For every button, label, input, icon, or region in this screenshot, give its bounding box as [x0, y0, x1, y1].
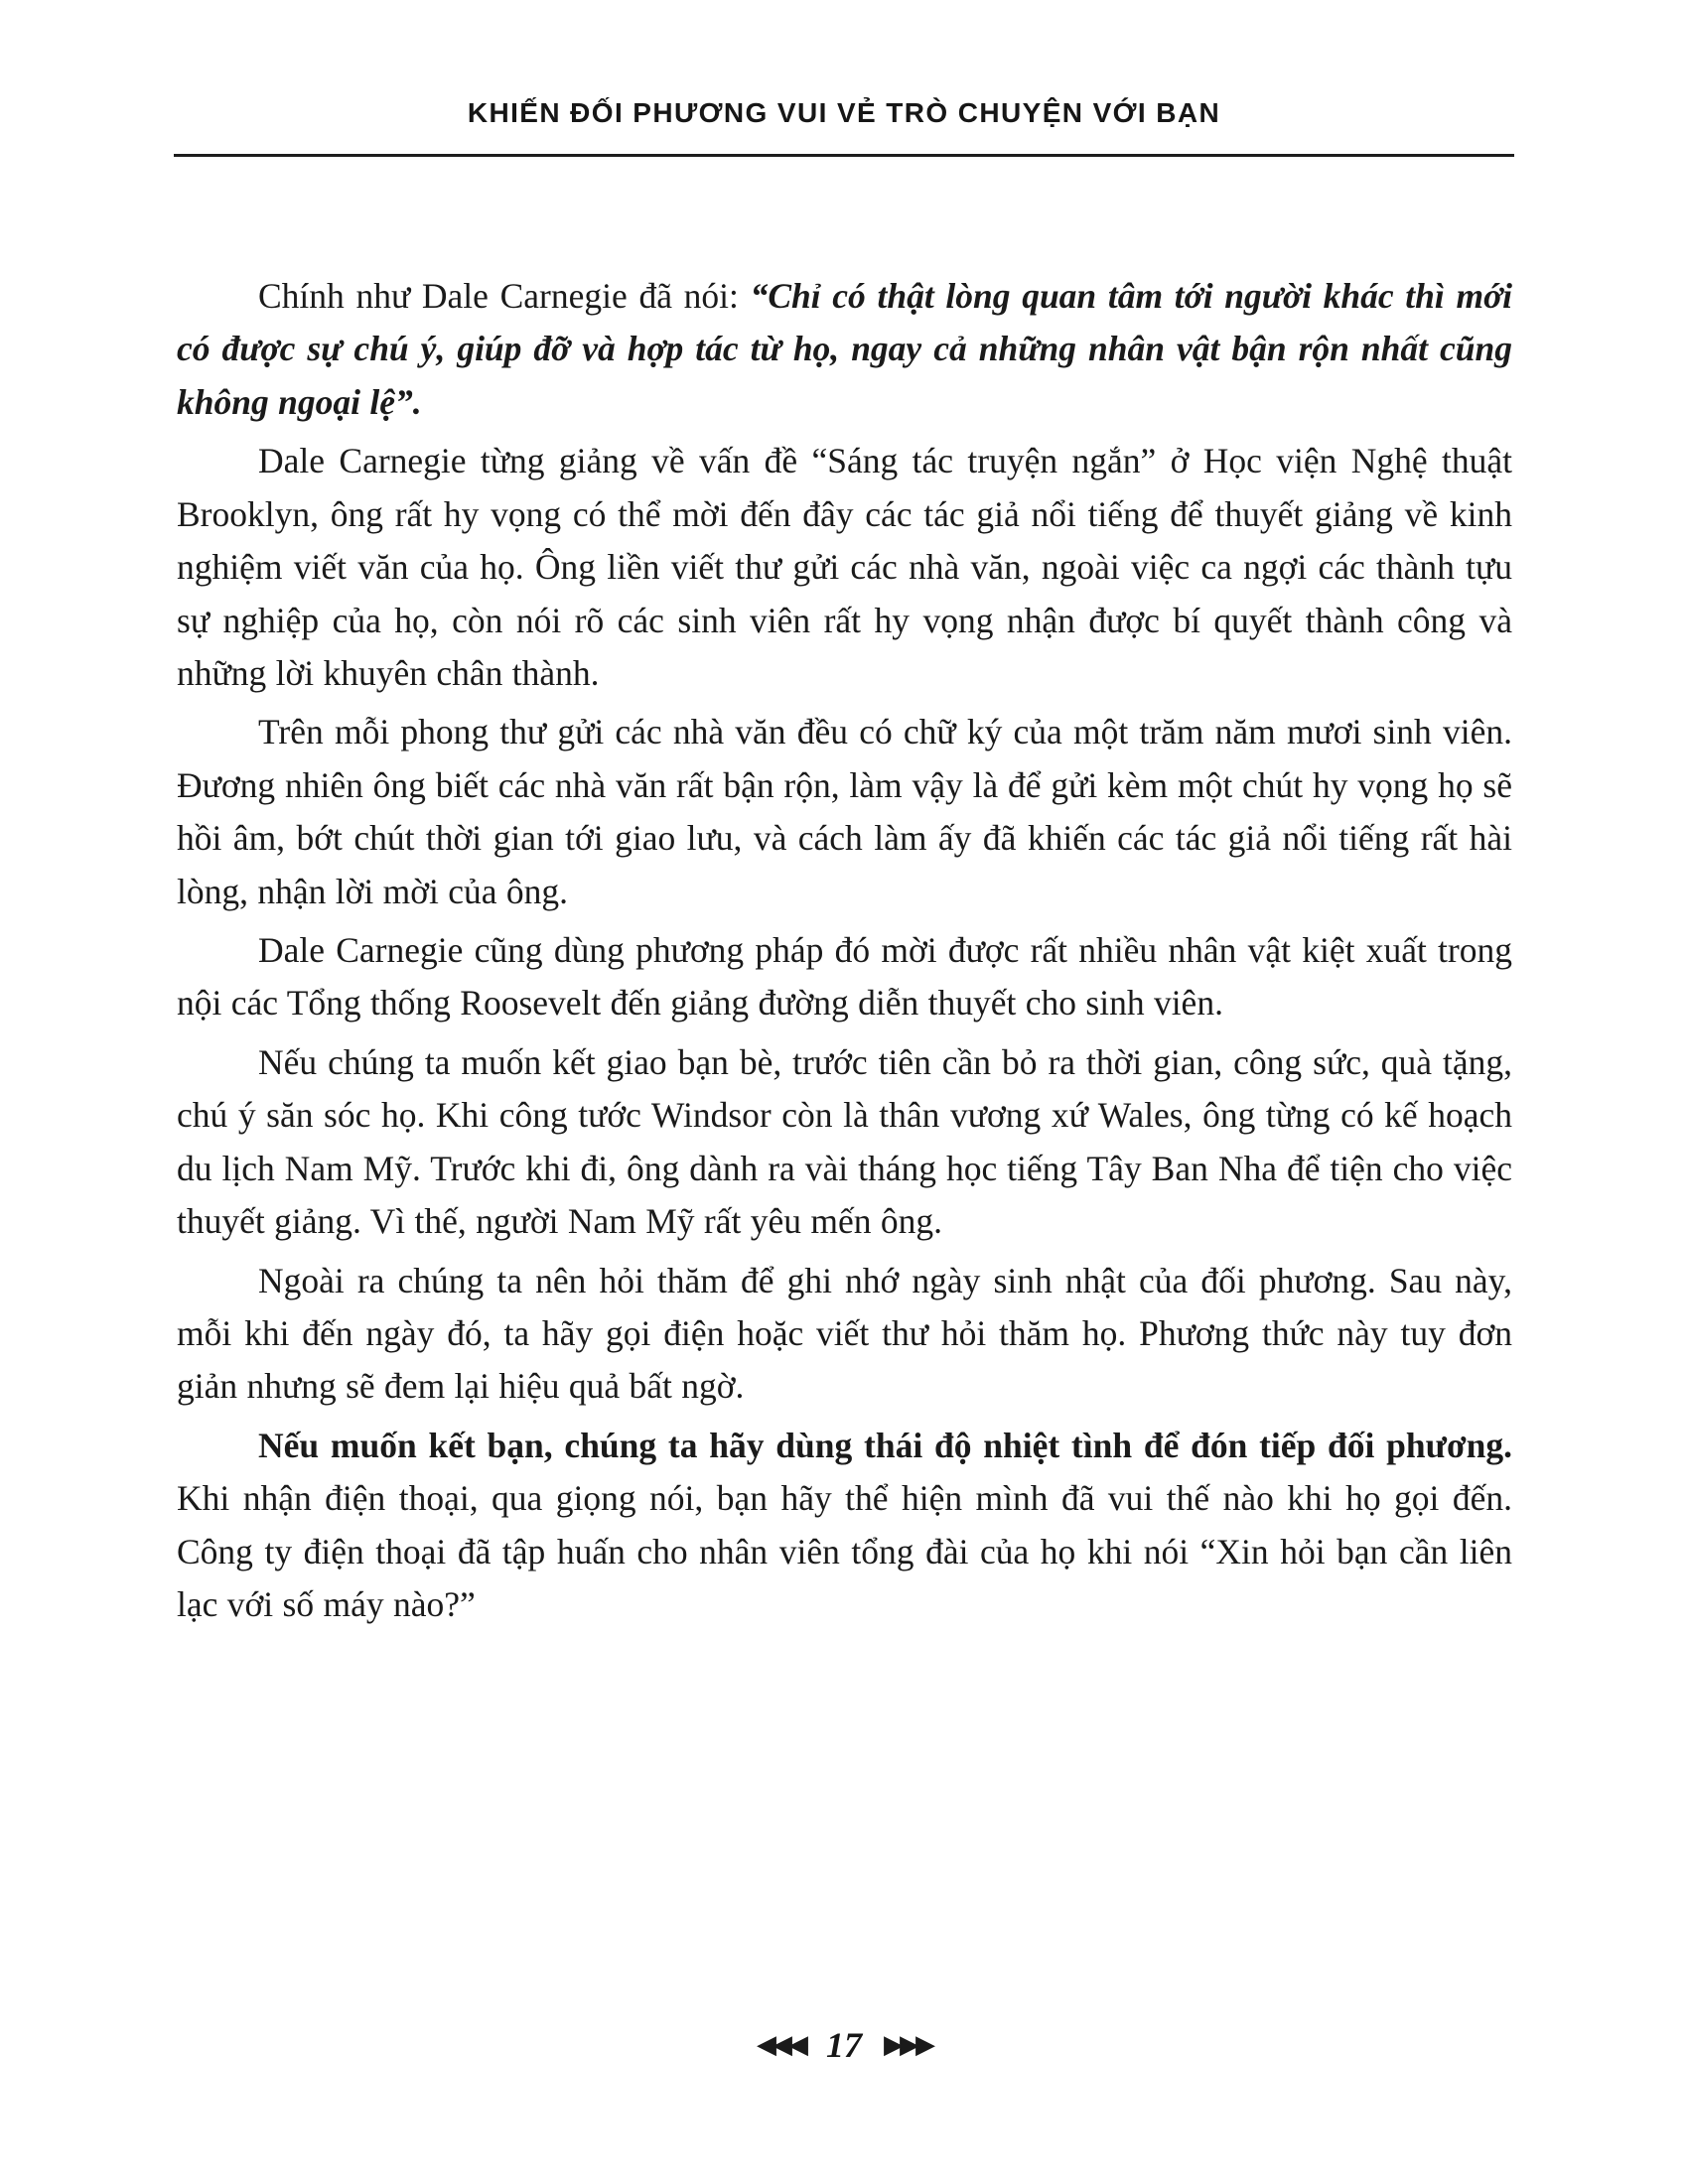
paragraph-1: [177, 270, 1512, 429]
paragraph-5: Nếu chúng ta muốn kết giao bạn bè, trước tiên cần bỏ ra thời gian, công sức, quà tặng, chú ý săn sóc họ. Khi công tước Windsor còn là thân vương xứ Wales, ông từng có kế hoạch du lịch Nam Mỹ. Trước khi đi, ông dành ra vài tháng học tiếng Tây Ban Nha để tiện cho việc thuyết giảng. Vì thế, người Nam Mỹ rất yêu mến ông.: [177, 1041, 1512, 1242]
paragraph-6: Ngoài ra chúng ta nên hỏi thăm để ghi nhớ ngày sinh nhật của đối phương. Sau này, mỗi khi đến ngày đó, ta hãy gọi điện hoặc viết thư hỏi thăm họ. Phương thức này tuy đơn giản nhưng sẽ đem lại hiệu quả bất ngờ.: [177, 1260, 1512, 1407]
paragraph-3: Trên mỗi phong thư gửi các nhà văn đều có chữ ký của một trăm năm mươi sinh viên. Đương nhiên ông biết các nhà văn rất bận rộn, làm vậy là để gửi kèm một chút hy vọng họ sẽ hồi âm, bớt chút thời gian tới giao lưu, và cách làm ấy đã khiến các tác giả nổi tiếng rất hài lòng, nhận lời mời của ông.: [177, 712, 1512, 911]
running-head-title: KHIẾN ĐỐI PHƯƠNG VUI VẺ TRÒ CHUYỆN VỚI BẠN: [467, 97, 1221, 128]
page-number: 17: [826, 2025, 862, 2065]
paragraph-7: [177, 1420, 1512, 1632]
paragraph-2: Dale Carnegie từng giảng về vấn đề “Sáng tác truyện ngắn” ở Học viện Nghệ thuật Brooklyn, ông rất hy vọng có thể mời đến đây các tác giả nổi tiếng để thuyết giảng về kinh nghiệm viết văn của họ. Ông liền viết thư gửi các nhà văn, ngoài việc ca ngợi các thành tựu sự nghiệp của họ, còn nói rõ các sinh viên rất hy vọng nhận được bí quyết thành công và những lời khuyên chân thành.: [177, 441, 1512, 693]
page-body: [177, 270, 1512, 1632]
page-header: [174, 97, 1514, 139]
left-arrows-icon: ◀◀◀: [757, 2030, 804, 2060]
carnegie-quote: “Chỉ có thật lòng quan tâm tới người khác thì mới có được sự chú ý, giúp đỡ và hợp tác từ họ, ngay cả những nhân vật bận rộn nhất cũng không ngoại lệ”.: [177, 276, 1512, 422]
page-footer: [0, 2027, 1688, 2063]
paragraph-7-rest: Khi nhận điện thoại, qua giọng nói, bạn hãy thể hiện mình đã vui thế nào khi họ gọi đến. Công ty điện thoại đã tập huấn cho nhân viên tổng đài của họ khi nói “Xin hỏi bạn cần liên lạc với số máy nào?”: [177, 1478, 1512, 1625]
paragraph-1-lead: Chính như Dale Carnegie đã nói:: [258, 276, 751, 316]
paragraph-7-bold-lead: Nếu muốn kết bạn, chúng ta hãy dùng thái độ nhiệt tình để đón tiếp đối phương.: [258, 1425, 1512, 1465]
header-divider: [174, 154, 1514, 157]
paragraph-4: Dale Carnegie cũng dùng phương pháp đó mời được rất nhiều nhân vật kiệt xuất trong nội các Tổng thống Roosevelt đến giảng đường diễn thuyết cho sinh viên.: [177, 930, 1512, 1024]
right-arrows-icon: ▶▶▶: [884, 2030, 931, 2060]
